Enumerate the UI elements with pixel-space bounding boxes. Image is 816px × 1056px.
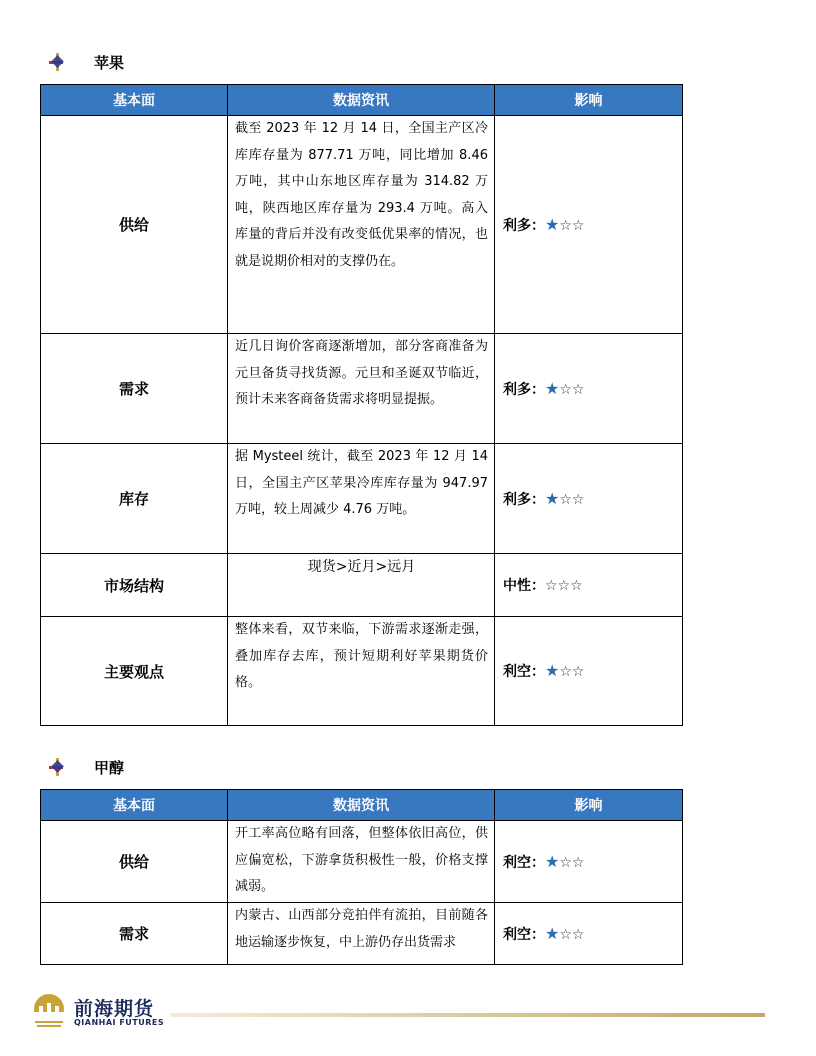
table-row xyxy=(41,116,683,334)
impact-cell xyxy=(495,821,683,903)
table-row xyxy=(41,334,683,444)
bullet-icon xyxy=(48,757,68,777)
impact-cell xyxy=(495,554,683,617)
star-empty-icon: ☆☆ xyxy=(559,854,585,871)
table-row xyxy=(41,444,683,554)
star-empty-icon: ☆☆ xyxy=(559,381,585,398)
impact-label: 利多： xyxy=(503,217,545,234)
info-cell: 近几日询价客商逐渐增加，部分客商准备为元旦备货寻找货源。元旦和圣诞双节临近，预计未来客商备货需求将明显提振。 xyxy=(228,334,495,444)
logo-english-name: QIANHAI FUTURES xyxy=(74,1018,165,1027)
impact-label: 利多： xyxy=(503,491,545,508)
star-full-icon: ★ xyxy=(545,851,560,871)
star-empty-icon: ☆☆ xyxy=(559,217,585,234)
column-header-basic: 基本面 xyxy=(41,85,228,116)
section-heading-apple xyxy=(48,52,124,72)
star-full-icon: ★ xyxy=(545,378,560,398)
impact-label: 利空： xyxy=(503,664,545,680)
info-cell: 内蒙古、山西部分竞拍伴有流拍，目前随各地运输逐步恢复，中上游仍存出货需求 xyxy=(228,903,495,965)
category-cell: 市场结构 xyxy=(41,554,228,617)
star-full-icon: ★ xyxy=(545,214,560,234)
impact-label: 中性： xyxy=(503,578,545,594)
table-row xyxy=(41,821,683,903)
info-cell: 截至 2023 年 12 月 14 日，全国主产区冷库库存量为 877.71 万吨，同比增加 8.46 万吨，其中山东地区库存量为 314.82 万吨，陕西地区库存量为 293.4 万吨。高入库量的背后并没有改变低优果率的情况，也就是说期价相对的支撑仍在。 xyxy=(228,116,495,334)
star-empty-icon: ☆☆ xyxy=(559,926,585,943)
star-full-icon: ★ xyxy=(545,488,560,508)
impact-cell xyxy=(495,116,683,334)
impact-label: 利空： xyxy=(503,926,545,943)
impact-label: 利多： xyxy=(503,381,545,398)
info-cell: 开工率高位略有回落，但整体依旧高位，供应偏宽松，下游拿货积极性一般，价格支撑减弱。 xyxy=(228,821,495,903)
info-cell: 据 Mysteel 统计，截至 2023 年 12 月 14 日，全国主产区苹果冷库库存量为 947.97 万吨，较上周减少 4.76 万吨。 xyxy=(228,444,495,554)
section-heading-methanol xyxy=(48,757,124,777)
table-row xyxy=(41,617,683,726)
impact-label: 利空： xyxy=(503,854,545,871)
section-title: 甲醇 xyxy=(94,758,125,777)
column-header-info: 数据资讯 xyxy=(228,85,495,116)
page-footer xyxy=(30,992,770,1032)
table-row xyxy=(41,903,683,965)
category-cell: 需求 xyxy=(41,903,228,965)
column-header-impact: 影响 xyxy=(495,790,683,821)
methanol-fundamentals-table xyxy=(40,789,683,965)
apple-fundamentals-table xyxy=(40,84,683,726)
table-header-row xyxy=(41,85,683,116)
star-empty-icon: ☆☆☆ xyxy=(545,578,583,594)
star-empty-icon: ☆☆ xyxy=(559,664,585,680)
logo-chinese-name: 前海期货 xyxy=(74,998,155,1020)
impact-cell xyxy=(495,334,683,444)
info-cell: 现货>近月>远月 xyxy=(228,554,495,617)
category-cell: 供给 xyxy=(41,116,228,334)
category-cell: 供给 xyxy=(41,821,228,903)
bullet-icon xyxy=(48,52,68,72)
star-full-icon: ★ xyxy=(545,661,560,680)
star-empty-icon: ☆☆ xyxy=(559,491,585,508)
table-header-row xyxy=(41,790,683,821)
impact-cell xyxy=(495,444,683,554)
category-cell: 主要观点 xyxy=(41,617,228,726)
info-cell: 整体来看，双节来临，下游需求逐渐走强，叠加库存去库，预计短期利好苹果期货价格。 xyxy=(228,617,495,726)
impact-cell xyxy=(495,903,683,965)
column-header-basic: 基本面 xyxy=(41,790,228,821)
column-header-impact: 影响 xyxy=(495,85,683,116)
table-row xyxy=(41,554,683,617)
category-cell: 需求 xyxy=(41,334,228,444)
impact-cell xyxy=(495,617,683,726)
star-full-icon: ★ xyxy=(545,923,560,943)
footer-divider xyxy=(170,1013,765,1017)
qianhai-logo-icon xyxy=(30,992,68,1030)
section-title: 苹果 xyxy=(94,53,125,72)
category-cell: 库存 xyxy=(41,444,228,554)
column-header-info: 数据资讯 xyxy=(228,790,495,821)
